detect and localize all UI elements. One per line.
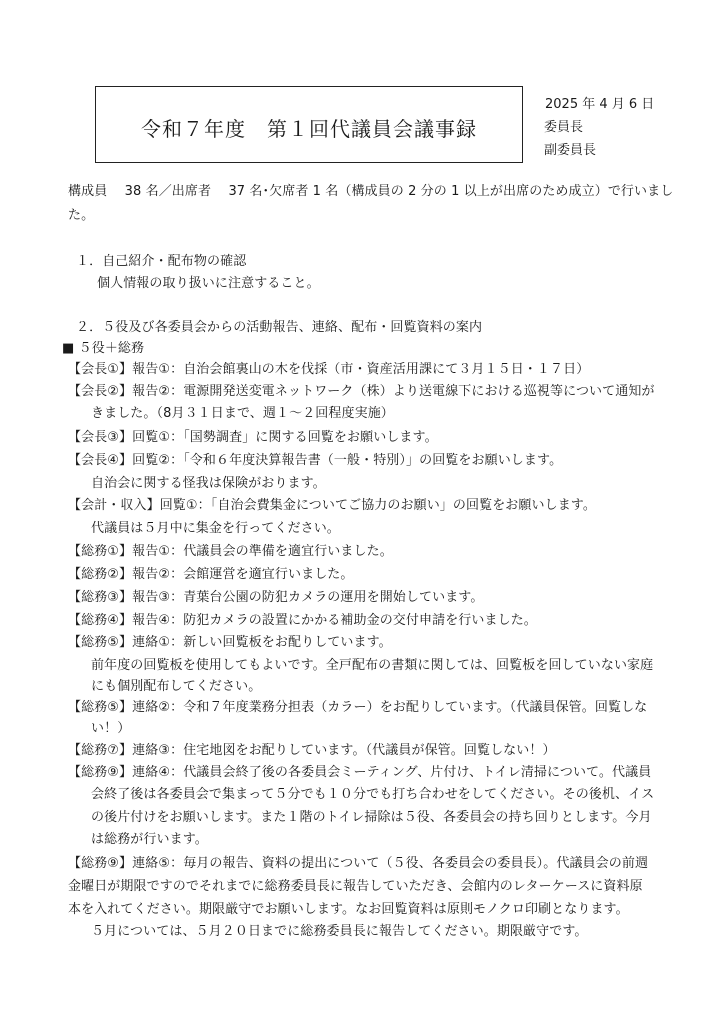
item-tag: 【会長②】 — [68, 384, 133, 399]
item-tag: 【総務④】 — [68, 613, 133, 628]
item-text: 連絡①：新しい回覧板をお配りしています。 — [132, 635, 392, 650]
item-continuation: 前年度の回覧板を使用してもよいです。全戸配布の書類に関しては、回覧板を回していない家庭 — [91, 658, 654, 673]
item-tag: 【総務②】 — [68, 567, 133, 582]
item-text: 報告①：代議員会の準備を適宜行いました。 — [132, 544, 393, 559]
item-tag: 【総務⑤】 — [68, 635, 133, 650]
item-line — [68, 540, 393, 559]
item-line — [68, 761, 651, 780]
item-tag: 【総務⑨】 — [68, 856, 133, 871]
item-text: 報告②：電源開発送変電ネットワーク（株）より送電線下における巡視等について通知が — [132, 384, 655, 399]
item-line — [68, 380, 655, 399]
item-text: 報告①：自治会館裏山の木を伐採（市・資産活用課にて３月１５日・１７日） — [132, 362, 590, 377]
item-continuation: ５月については、５月２０日までに総務委員長に報告してください。期限厳守です。 — [91, 924, 588, 939]
item-tag: 【会計・収入】 — [68, 498, 160, 513]
item-line — [68, 696, 647, 715]
item-tag: 【会長①】 — [68, 362, 133, 377]
item-line — [68, 586, 483, 605]
item-tag: 【総務①】 — [68, 544, 133, 559]
item-continuation: 本を入れてください。期限厳守でお願いします。なお回覧資料は原則モノクロ印刷となります。 — [68, 902, 629, 917]
chair-label: 委員長 — [544, 120, 584, 135]
item-tag: 【会長④】 — [68, 453, 133, 468]
item-line — [68, 631, 392, 650]
item-line — [68, 563, 354, 582]
item-line — [68, 449, 562, 468]
item-text: 回覧①：「国勢調査」に関する回覧をお願いします。 — [132, 430, 438, 445]
item-line — [68, 609, 537, 628]
item-line — [68, 494, 596, 513]
item-line — [68, 852, 648, 871]
item-text: 連絡②：令和７年度業務分担表（カラー）をお配りしています。（代議員保管。回覧しな — [132, 700, 648, 715]
vice-chair-label: 副委員長 — [544, 143, 597, 158]
item-continuation: きました。（8月３１日まで、週１～２回程度実施） — [91, 406, 394, 421]
section-heading: ２．５役及び各委員会からの活動報告、連絡、配布・回覧資料の案内 — [76, 320, 483, 335]
item-continuation: にも個別配布してください。 — [91, 679, 262, 694]
item-continuation: は総務が行います。 — [91, 832, 208, 847]
item-continuation: 会終了後は各委員会で集まって５分でも１０分でも打ち合わせをしてください。その後机、イス — [91, 787, 655, 802]
attendance-line-cont: た。 — [68, 208, 95, 223]
item-text: 回覧①：「自治会費集金についてご協力のお願い」の回覧をお願いします。 — [159, 498, 596, 513]
item-tag: 【総務③】 — [68, 590, 133, 605]
item-text: 連絡④：代議員会終了後の各委員会ミーティング、片付け、トイレ清掃について。代議員 — [132, 765, 652, 780]
item-text: 連絡⑤：毎月の報告、資料の提出について（５役、各委員会の委員長）。代議員会の前週 — [132, 856, 649, 871]
item-continuation: 代議員は５月中に集金を行ってください。 — [91, 521, 340, 536]
item-text: 回覧②：「令和６年度決算報告書（一般・特別）」の回覧をお願いします。 — [132, 453, 563, 468]
meta-block — [544, 93, 654, 162]
document-title: 令和７年度 第１回代議員会議事録 — [141, 117, 477, 141]
meeting-date: 2025 年 4 月 6 日 — [545, 97, 655, 112]
item-tag: 【総務⑦】 — [68, 743, 133, 758]
item-tag: 【会長③】 — [68, 430, 133, 445]
item-line — [68, 426, 438, 445]
item-text: 報告②：会館運営を適宜行いました。 — [132, 567, 354, 582]
item-text: 報告③：青葉台公園の防犯カメラの運用を開始しています。 — [132, 590, 484, 605]
item-tag: 【総務⑤】 — [68, 700, 133, 715]
section-heading: １．自己紹介・配布物の確認 — [76, 254, 247, 269]
section-subheading: ■ ５役＋総務 — [62, 341, 145, 356]
item-continuation: 金曜日が期限ですのでそれまでに総務委員長に報告していただき、会館内のレターケースに資料原 — [68, 879, 643, 894]
item-line — [68, 358, 589, 377]
title-box — [95, 86, 523, 163]
item-text: 報告④：防犯カメラの設置にかかる補助金の交付申請を行いました。 — [132, 613, 537, 628]
item-text: 連絡③：住宅地図をお配りしています。（代議員が保管。回覧しない！） — [132, 743, 556, 758]
item-continuation: の後片付けをお願いします。また１階のトイレ掃除は５役、各委員会の持ち回りとします。今月 — [91, 810, 652, 825]
attendance-line: 構成員 38 名／出席者 37 名･欠席者 1 名（構成員の 2 分の 1 以上が出席のため成立）で行いまし — [68, 184, 674, 199]
item-line — [68, 739, 556, 758]
item-continuation: 自治会に関する怪我は保険がおります。 — [91, 476, 326, 491]
section-text: 個人情報の取り扱いに注意すること。 — [97, 276, 320, 291]
item-continuation: い！） — [91, 721, 131, 736]
item-tag: 【総務⑨】 — [68, 765, 133, 780]
